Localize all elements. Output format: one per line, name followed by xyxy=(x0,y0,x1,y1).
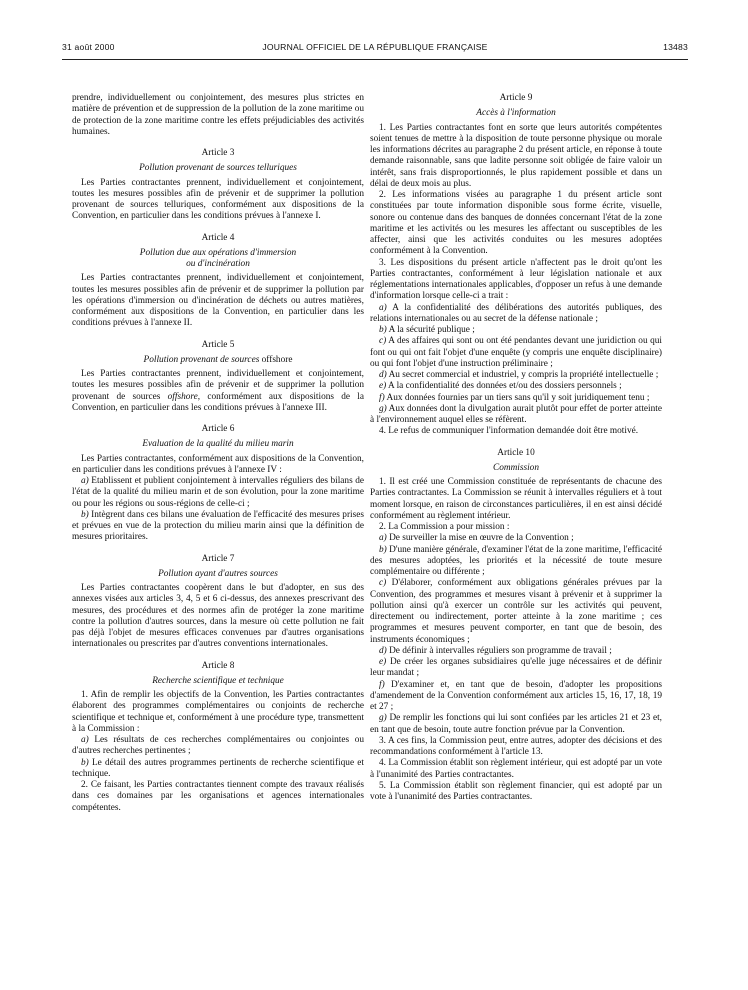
article-6-item-b-label: b) xyxy=(81,509,89,520)
article-10-item-f-text: D'examiner et, en tant que de besoin, d'adopter les propositions d'amendement de la Convention conformément aux articles 15, 16, 17, 18, 19 et 27 ; xyxy=(370,679,663,712)
article-9-item-d xyxy=(370,370,662,381)
article-8-item-a xyxy=(72,735,364,758)
article-10-subtitle: Commission xyxy=(493,462,539,473)
article-6-subtitle: Evaluation de la qualité du milieu marin xyxy=(142,439,294,450)
article-9-paragraph-1: 1. Les Parties contractantes font en sorte que leurs autorités compétentes soient tenues de mettre à la disposition de toute personne physique ou morale les informations décrites au paragraphe 2 du présent article, en réponse à toute demande raisonnable, sans que ladite personne soit obligée de faire valoir un intérêt, sans frais disproportionnés, le plus rapidement possible et dans un délai de deux mois au plus. xyxy=(370,122,662,189)
article-6-intro: Les Parties contractantes, conformément aux dispositions de la Convention, en particulier dans les conditions prévues à l'annexe IV : xyxy=(72,453,364,475)
article-9-item-a-text: A la confidentialité des délibérations des autorités publiques, des relations internationales ou au secret de la défense nationale ; xyxy=(370,302,663,324)
article-4-subtitle xyxy=(72,248,364,271)
article-10-paragraph-5: 5. La Commission établit son règlement financier, qui est adopté par un vote à l'unanimité des Parties contractantes. xyxy=(370,780,662,802)
article-5-subtitle-a: Pollution provenant de sources xyxy=(143,354,260,365)
article-5-subtitle-b: offshore xyxy=(261,354,293,365)
left-column xyxy=(72,93,364,814)
article-8-heading: Article 8 xyxy=(201,660,235,671)
header-rule xyxy=(62,59,688,60)
article-9-item-g-text: Aux données dont la divulgation aurait plutôt pour effet de porter atteinte à l'environnement auquel elles se réfèrent. xyxy=(370,403,662,425)
page-header xyxy=(62,42,688,56)
article-9-item-f xyxy=(370,393,662,404)
article-10-item-b-label: b) xyxy=(379,544,387,555)
article-10-item-d xyxy=(370,646,662,657)
article-9-item-f-text: Aux données fournies par un tiers sans qu'il y soit juridiquement tenu ; xyxy=(386,392,650,403)
article-10-paragraph-1: 1. Il est créé une Commission constituée de représentants de chacune des Parties contractantes. La Commission se réunit à intervalles réguliers et à tout moment lorsque, en raison de circonstances particulières, il en est ainsi décidé conformément au règlement intérieur. xyxy=(370,477,662,521)
article-6-item-a xyxy=(72,476,364,510)
article-4-subtitle-line1: Pollution due aux opérations d'immersion xyxy=(139,247,297,258)
article-9-paragraph-3: 3. Les dispositions du présent article n'affectent pas le droit qu'ont les Parties contractantes, conformément à leur législation nationale et aux réglementations internationales applicables, d'opposer un refus à une demande d'information lorsque celle-ci a trait : xyxy=(370,257,662,302)
article-8-item-b xyxy=(72,758,364,781)
header-date: 31 août 2000 xyxy=(62,42,115,52)
article-9-item-g-label: g) xyxy=(379,403,387,414)
article-3-heading: Article 3 xyxy=(201,148,235,158)
article-8-subtitle: Recherche scientifique et technique xyxy=(152,675,284,686)
article-4-text: Les Parties contractantes prennent, individuellement et conjointement, toutes les mesures possibles afin de prévenir et de supprimer la pollution par les opérations d'immersion ou d'incinération de déchets ou autres matières, conformément aux dispositions de la Convention, en particulier dans les conditions prévues à l'annexe II. xyxy=(72,273,364,329)
article-9-item-e xyxy=(370,381,662,392)
article-10-item-c-text: D'élaborer, conformément aux obligations générales prévues par la Convention, des programmes et mesures visant à prévenir et à supprimer la pollution ainsi qu'à exercer un contrôle sur les activités qui peuvent, directement ou indirectement, porter atteinte à la zone maritime ; ces programmes et mesures peuvent comporter, en tant que de besoin, des instruments économiques ; xyxy=(370,578,663,645)
article-8-item-b-text: Le détail des autres programmes pertinents de recherche scientifique et technique. xyxy=(72,757,364,779)
article-9-item-a xyxy=(370,303,662,326)
article-10-item-b xyxy=(370,545,662,579)
article-5-text xyxy=(72,369,364,414)
intro-paragraph: prendre, individuellement ou conjointement, des mesures plus strictes en matière de prévention et de suppression de la pollution de la zone maritime ou de protection de la zone maritime contre les effets préjudiciables des activités humaines. xyxy=(72,93,364,137)
article-9-item-c-text: A des affaires qui sont ou ont été pendantes devant une juridiction ou qui font ou qui ont fait l'objet d'une enquête (y compris une enquête disciplinaire) ou qui font l'objet d'une instruction préliminaire ; xyxy=(370,336,663,369)
article-9-item-c xyxy=(370,336,662,370)
article-4-subtitle-line2: ou d'incinération xyxy=(186,259,250,269)
article-9-item-c-label: c) xyxy=(379,336,387,347)
article-8-paragraph-2: 2. Ce faisant, les Parties contractantes tiennent compte des travaux réalisés dans ces domaines par les organisations et agences internationales compétentes. xyxy=(72,780,364,813)
article-8-item-a-text: Les résultats de ces recherches complémentaires ou conjointes ou d'autres recherches pertinentes ; xyxy=(72,735,364,757)
article-10-item-d-text: De définir à intervalles réguliers son programme de travail ; xyxy=(389,645,612,656)
article-10-item-b-text: D'une manière générale, d'examiner l'état de la zone maritime, l'efficacité des mesures adoptées, les priorités et la nécessité de toute mesure complémentaire ou différente ; xyxy=(370,544,662,577)
article-9-item-d-label: d) xyxy=(379,370,387,380)
article-6-item-b xyxy=(72,510,364,544)
article-10-item-e-label: e) xyxy=(379,657,387,667)
article-10-paragraph-2: 2. La Commission a pour mission : xyxy=(379,522,510,532)
article-10-item-e xyxy=(370,657,662,680)
article-8-paragraph-1: 1. Afin de remplir les objectifs de la Convention, les Parties contractantes élaborent des programmes complémentaires ou conjoints de recherche scientifique et technique et, conformément à une procédure type, transmettent à la Commission : xyxy=(72,690,364,734)
article-5-text-b: conformément aux dispositions de la Convention, en particulier dans les conditions prévues à l'annexe III. xyxy=(72,391,365,413)
article-10-heading: Article 10 xyxy=(497,447,535,458)
article-8-item-b-label: b) xyxy=(81,757,89,768)
article-9-heading: Article 9 xyxy=(499,93,533,103)
article-7-text: Les Parties contractantes coopèrent dans le but d'adopter, en sus des annexes visées aux articles 3, 4, 5 et 6 ci-dessus, des annexes prescrivant des mesures, des procédures et des normes afin de protéger la zone maritime contre la pollution d'autres sources, dans la mesure où cette pollution ne fait pas déjà l'objet de mesures efficaces convenues par d'autres organisations internationales ou prescrites par d'autres conventions internationales. xyxy=(72,583,364,650)
article-10-paragraph-3: 3. A ces fins, la Commission peut, entre autres, adopter des décisions et des recommandations conformément à l'article 13. xyxy=(370,735,662,757)
article-10-item-f-label: f) xyxy=(379,679,385,690)
right-column xyxy=(370,93,662,803)
article-10-item-g-label: g) xyxy=(379,713,387,724)
article-5-text-a: Les Parties contractantes prennent, individuellement et conjointement, toutes les mesures possibles afin de prévenir et de supprimer la pollution provenant de sources xyxy=(72,369,364,402)
article-9-item-d-text: Au secret commercial et industriel, y compris la propriété intellectuelle ; xyxy=(388,370,659,380)
article-9-paragraph-4: 4. Le refus de communiquer l'information demandée doit être motivé. xyxy=(379,426,639,437)
article-10-item-e-text: De créer les organes subsidiaires qu'elle juge nécessaires et de définir leur mandat ; xyxy=(370,657,662,679)
article-10-item-f xyxy=(370,680,662,714)
header-title: JOURNAL OFFICIEL DE LA RÉPUBLIQUE FRANÇAISE xyxy=(262,42,488,52)
article-6-item-b-text: Intègrent dans ces bilans une évaluation de l'efficacité des mesures prises et prévues en vue de la protection du milieu marin ainsi que la définition de mesures prioritaires. xyxy=(72,509,364,543)
article-9-item-b xyxy=(370,325,662,336)
article-6-heading: Article 6 xyxy=(201,424,235,434)
header-page-number: 13483 xyxy=(663,42,688,52)
article-9-subtitle: Accès à l'information xyxy=(476,108,556,119)
article-3-text: Les Parties contractantes prennent, individuellement et conjointement, toutes les mesures possibles afin de prévenir et de supprimer la pollution provenant de sources telluriques, conformément aux dispositions de la Convention, en particulier dans les conditions prévues à l'annexe I. xyxy=(72,177,364,222)
article-5-text-em: offshore, xyxy=(167,391,201,402)
article-10-item-a xyxy=(370,533,662,544)
article-5-subtitle xyxy=(72,355,364,366)
article-10-paragraph-4: 4. La Commission établit son règlement intérieur, qui est adopté par un vote à l'unanimité des Parties contractantes. xyxy=(370,758,662,780)
article-9-item-f-label: f) xyxy=(379,392,385,403)
article-5-heading: Article 5 xyxy=(201,339,235,350)
article-9-item-e-label: e) xyxy=(379,381,387,392)
article-10-item-d-label: d) xyxy=(379,645,387,656)
article-6-item-a-text: Etablissent et publient conjointement à intervalles réguliers des bilans de l'état de la qualité du milieu marin et de son évolution, pour la zone maritime ou pour les régions ou sous-régions de celle-ci ; xyxy=(72,476,365,509)
article-4-heading: Article 4 xyxy=(201,232,235,243)
article-10-item-c xyxy=(370,578,662,646)
article-9-paragraph-2: 2. Les informations visées au paragraphe 1 du présent article sont constituées par toute information disponible sous forme écrite, visuelle, sonore ou contenue dans des banques de données concernant l'état de la zone maritime et les activités ou les mesures les affectant ou susceptibles de les affecter, ainsi que les activités conduites ou les mesures adoptées conformément à la Convention. xyxy=(370,190,662,257)
article-10-item-c-label: c) xyxy=(379,578,387,589)
article-3-subtitle: Pollution provenant de sources telluriques xyxy=(139,163,297,174)
article-9-item-e-text: A la confidentialité des données et/ou des dossiers personnels ; xyxy=(388,381,622,392)
article-10-item-a-text: De surveiller la mise en œuvre de la Convention ; xyxy=(389,533,574,544)
article-10-item-g-text: De remplir les fonctions qui lui sont confiées par les articles 21 et 23 et, en tant que de besoin, toute autre fonction prévue par la Convention. xyxy=(370,713,663,735)
article-10-item-g xyxy=(370,713,662,736)
article-8-item-a-label: a) xyxy=(81,735,89,745)
article-7-heading: Article 7 xyxy=(201,553,235,564)
article-10-item-a-label: a) xyxy=(379,533,387,544)
article-9-item-b-label: b) xyxy=(379,325,387,335)
article-7-subtitle: Pollution ayant d'autres sources xyxy=(158,568,278,579)
article-9-item-g xyxy=(370,404,662,427)
article-9-item-b-text: A la sécurité publique ; xyxy=(388,325,475,335)
article-6-item-a-label: a) xyxy=(81,476,89,486)
article-9-item-a-label: a) xyxy=(379,302,387,313)
